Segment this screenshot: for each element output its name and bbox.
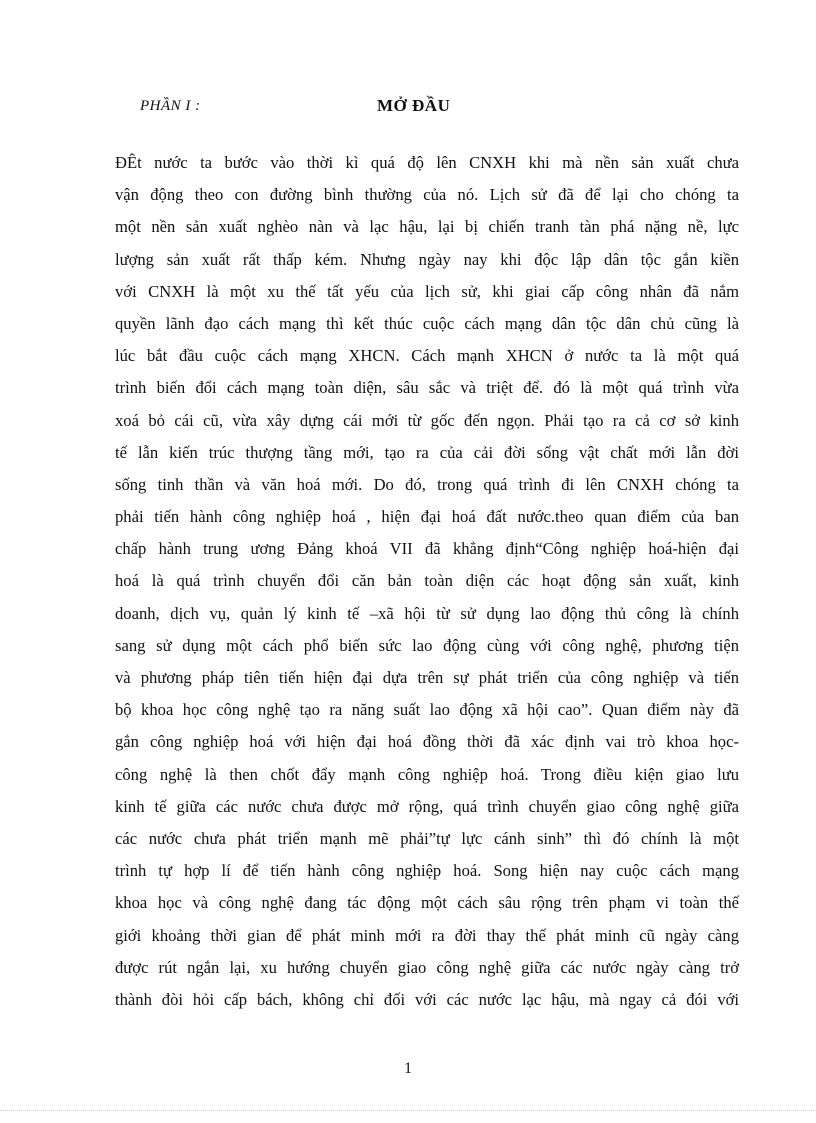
page-bottom-border bbox=[0, 1110, 816, 1111]
text-line: bộ khoa học công nghệ tạo ra năng suất lao động xã hội cao”. Quan điểm này đã bbox=[115, 700, 739, 720]
text-line: doanh, dịch vụ, quản lý kinh tế –xã hội từ sử dụng lao động thủ công là chính bbox=[115, 603, 739, 623]
text-line: kinh tế giữa các nước chưa được mở rộng, quá trình chuyển giao công nghệ giữa bbox=[115, 796, 739, 816]
text-line: quyền lãnh đạo cách mạng thì kết thúc cuộc cách mạng dân tộc dân chủ cũng là bbox=[115, 313, 739, 333]
text-line: tế lẫn kiến trúc thượng tầng mới, tạo ra của cải đời sống vật chất mới lẫn đời bbox=[115, 442, 739, 462]
text-line: vận động theo con đường bình thường của nó. Lịch sử đã để lại cho chóng ta bbox=[115, 185, 739, 205]
page-number: 1 bbox=[404, 1060, 412, 1077]
text-line: phải tiến hành công nghiệp hoá , hiện đại hoá đất nước.theo quan điểm của ban bbox=[115, 507, 739, 527]
text-line: lượng sản xuất rất thấp kém. Nhưng ngày nay khi độc lập dân tộc gắn kiền bbox=[115, 249, 739, 269]
text-line: và phương pháp tiên tiến hiện đại dựa trên sự phát triển của công nghiệp và tiến bbox=[115, 668, 739, 687]
text-line: hoá là quá trình chuyển đổi căn bản toàn diện các hoạt động sản xuất, kinh bbox=[115, 571, 739, 591]
text-line: khoa học và công nghệ đang tác động một cách sâu rộng trên phạm vi toàn thế bbox=[115, 893, 739, 913]
text-line: một nền sản xuất nghèo nàn và lạc hậu, lại bị chiến tranh tàn phá nặng nề, lực bbox=[115, 217, 739, 237]
text-line: thành đòi hỏi cấp bách, không chỉ đối với các nước lạc hậu, mà ngay cả đói với bbox=[115, 989, 739, 1009]
text-line: được rút ngắn lại, xu hướng chuyển giao công nghệ giữa các nước ngày càng trở bbox=[115, 957, 739, 977]
text-line: gắn công nghiệp hoá với hiện đại hoá đồng thời đã xác định vai trò khoa học- bbox=[115, 732, 739, 752]
document-title: MỞ ĐẦU bbox=[377, 96, 451, 115]
heading-row bbox=[0, 96, 816, 120]
text-line: trình biến đổi cách mạng toàn diện, sâu sắc và triệt để. đó là một quá trình vừa bbox=[115, 378, 739, 398]
text-line: giới khoảng thời gian để phát minh mới ra đời thay thế phát minh cũ ngày càng bbox=[115, 925, 739, 945]
text-line: trình tự hợp lí để tiến hành công nghiệp hoá. Song hiện nay cuộc cách mạng bbox=[115, 861, 739, 881]
text-line: các nước chưa phát triển mạnh mẽ phải”tự lực cánh sinh” thì đó chính là một bbox=[115, 828, 739, 848]
text-line: với CNXH là một xu thế tất yếu của lịch sử, khi giai cấp công nhân đã nắm bbox=[115, 281, 739, 301]
text-line: sang sử dụng một cách phổ biến sức lao động cùng với công nghệ, phương tiện bbox=[115, 635, 739, 655]
part-label: PHẦN I : bbox=[140, 98, 201, 114]
text-line: sống tinh thần và văn hoá mới. Do đó, trong quá trình đi lên CNXH chóng ta bbox=[115, 474, 739, 494]
body-paragraph bbox=[115, 150, 739, 1019]
text-line: công nghệ là then chốt đẩy mạnh công nghiệp hoá. Trong điều kiện giao lưu bbox=[115, 764, 739, 784]
text-line: lúc bắt đầu cuộc cách mạng XHCN. Cách mạnh XHCN ở nước ta là một quá bbox=[115, 346, 739, 366]
text-line: chấp hành trung ương Đảng khoá VII đã khẳng định“Công nghiệp hoá-hiện đại bbox=[115, 539, 739, 559]
text-line: ĐÊt nước ta bước vào thời kì quá độ lên CNXH khi mà nền sản xuất chưa bbox=[115, 153, 739, 172]
text-line: xoá bỏ cái cũ, vừa xây dựng cái mới từ gốc đến ngọn. Phải tạo ra cả cơ sở kinh bbox=[115, 410, 739, 430]
